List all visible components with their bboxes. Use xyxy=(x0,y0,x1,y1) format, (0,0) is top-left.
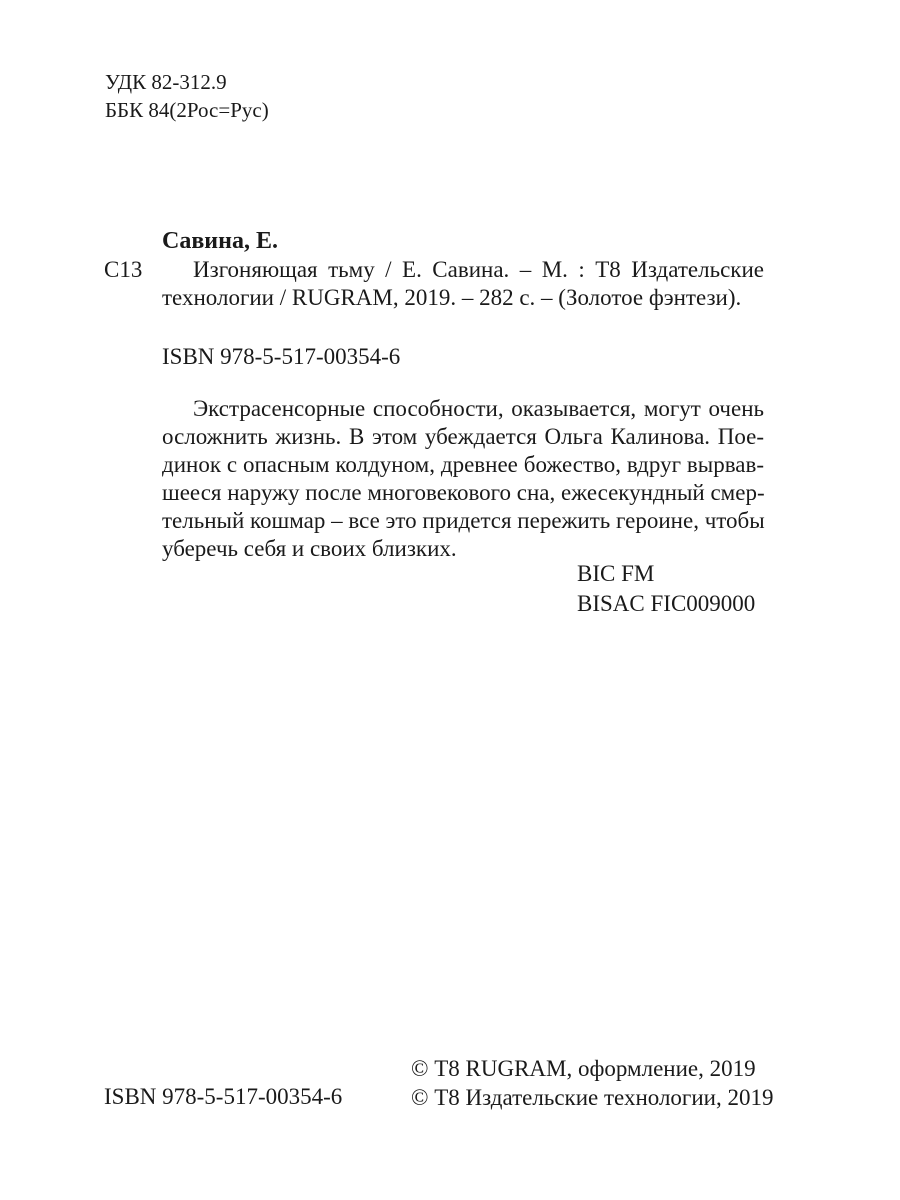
copyright-notices xyxy=(411,1054,774,1112)
bic-code: BIC FM xyxy=(577,561,655,586)
bibliographic-line: технологии / RUGRAM, 2019. – 282 с. – (Золотое фэнтези). xyxy=(162,285,742,310)
copyright-line: © Т8 Издательские технологии, 2019 xyxy=(411,1085,774,1110)
isbn-entry: ISBN 978-5-517-00354-6 xyxy=(162,344,401,369)
bibliographic-description xyxy=(162,256,764,312)
annotation-line: Экстрасенсорные способности, оказывается, могут очень xyxy=(193,396,764,421)
udk-code: УДК 82-312.9 xyxy=(105,70,227,94)
annotation-line: тельный кошмар – все это придется пережить героине, чтобы xyxy=(162,508,765,533)
bisac-code: BISAC FIC009000 xyxy=(577,591,756,616)
annotation-line: осложнить жизнь. В этом убеждается Ольга Калинова. Пое- xyxy=(162,424,764,449)
annotation-line: уберечь себя и своих близких. xyxy=(162,536,457,561)
annotation-line: шееся наружу после многовекового сна, ежесекундный смер- xyxy=(162,480,765,505)
annotation-line: динок с опасным колдуном, древнее божество, вдруг вырвав- xyxy=(162,452,764,477)
classification-block xyxy=(105,68,269,124)
annotation-paragraph xyxy=(162,395,764,563)
copyright-line: © Т8 RUGRAM, оформление, 2019 xyxy=(411,1056,756,1081)
bbk-code: ББК 84(2Рос=Рус) xyxy=(105,98,269,122)
footer-isbn: ISBN 978-5-517-00354-6 xyxy=(104,1084,343,1109)
author-mark-code: С13 xyxy=(104,257,143,282)
subject-codes xyxy=(577,559,755,619)
author-name: Савина, Е. xyxy=(162,228,278,254)
bibliographic-line: Изгоняющая тьму / Е. Савина. – М. : Т8 Издательские xyxy=(193,257,764,282)
